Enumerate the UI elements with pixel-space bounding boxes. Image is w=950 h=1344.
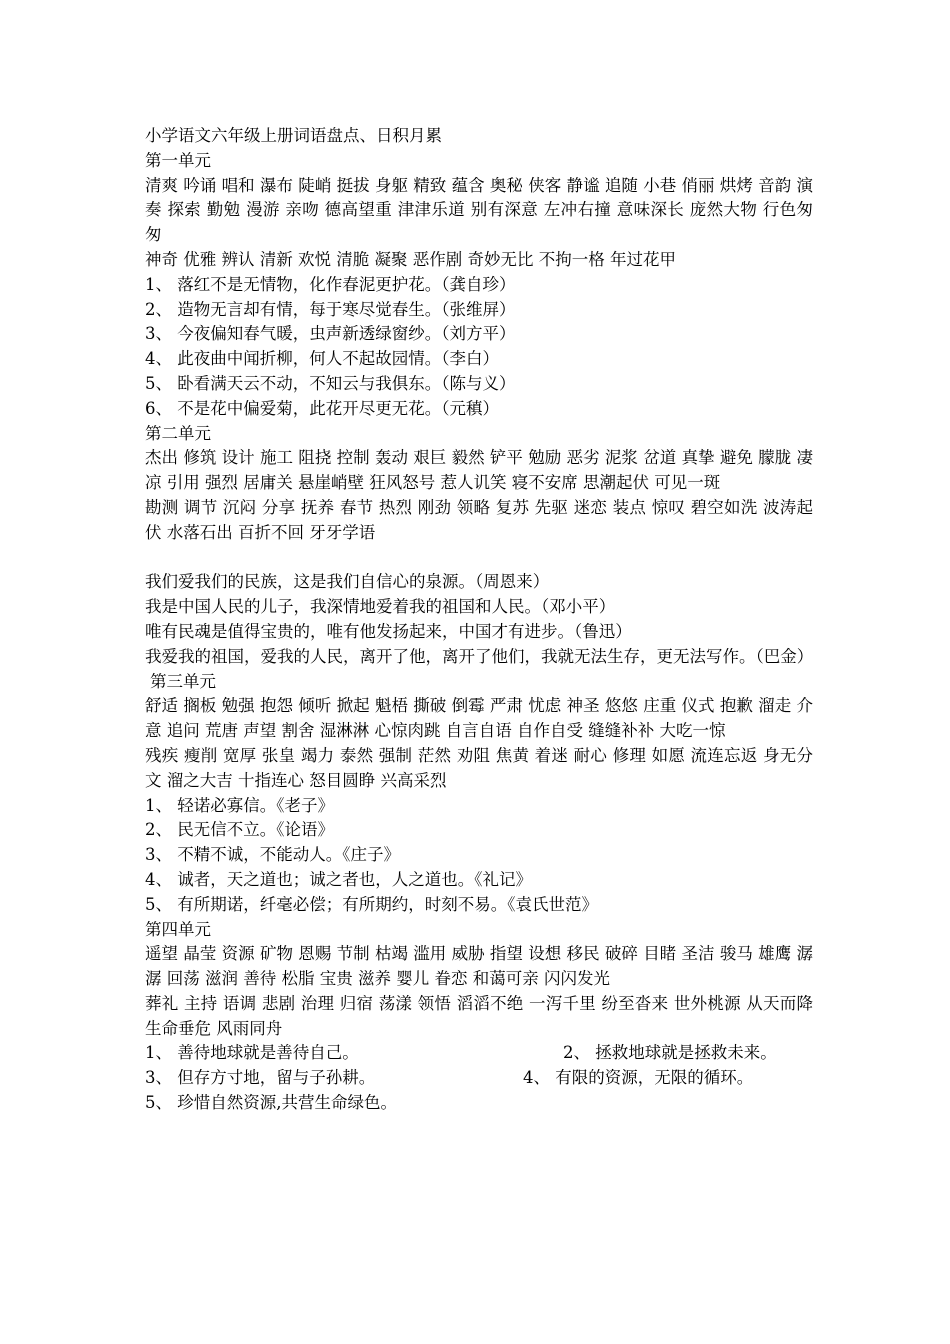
unit1-word-list-b: 神奇 优雅 辨认 清新 欢悦 清脆 凝聚 恶作剧 奇妙无比 不拘一格 年过花甲: [145, 249, 676, 269]
unit1-quote: 3、 今夜偏知春气暖，虫声新透绿窗纱。（刘方平）: [145, 324, 516, 344]
unit2-quote: 我是中国人民的儿子，我深情地爱着我的祖国和人民。（邓小平）: [145, 597, 616, 617]
unit2-quote: 唯有民魂是值得宝贵的，唯有他发扬起来，中国才有进步。（鲁迅）: [145, 621, 632, 641]
unit2-word-list-b: 勘测 调节 沉闷 分享 抚养 春节 热烈 刚劲 领略 复苏 先驱 迷恋 装点 惊叹 碧空如洗 波涛起伏 水落石出 百折不回 牙牙学语: [145, 497, 813, 542]
unit3-word-list-a: 舒适 搁板 勉强 抱怨 倾听 掀起 魁梧 撕破 倒霉 严肃 忧虑 神圣 悠悠 庄重 仪式 抱歉 溜走 介意 追问 荒唐 声望 割舍 湿淋淋 心惊肉跳 自言自语 自作自受 缝缝补补 大吃一惊: [145, 696, 813, 741]
unit4-quote-row: [145, 1041, 813, 1066]
unit4-heading: 第四单元: [145, 919, 211, 939]
unit4-quote: 2、 拯救地球就是拯救未来。: [563, 1043, 777, 1063]
unit4-word-list-b: 葬礼 主持 语调 悲剧 治理 归宿 荡漾 领悟 滔滔不绝 一泻千里 纷至沓来 世外桃源 从天而降 生命垂危 风雨同舟: [145, 993, 813, 1038]
unit4-quote-row: [145, 1066, 813, 1091]
unit2-quote: 我爱我的祖国，爱我的人民，离开了他，离开了他们，我就无法生存，更无法写作。（巴金）: [145, 646, 814, 666]
unit1-heading: 第一单元: [145, 150, 211, 170]
unit1-quote: 5、 卧看满天云不动，不知云与我俱东。（陈与义）: [145, 373, 516, 393]
unit3-quote: 3、 不精不诚，不能动人。《庄子》: [145, 845, 400, 865]
unit1-quote: 4、 此夜曲中闻折柳，何人不起故园情。（李白）: [145, 349, 499, 369]
unit1-quote: 1、 落红不是无情物，化作春泥更护花。（龚自珍）: [145, 274, 516, 294]
unit1-quote: 2、 造物无言却有情，每于寒尽觉春生。（张维屏）: [145, 299, 516, 319]
unit3-quote: 1、 轻诺必寡信。《老子》: [145, 795, 334, 815]
unit4-quote: 1、 善待地球就是善待自己。: [145, 1043, 359, 1063]
unit3-quote: 4、 诚者，天之道也；诚之者也，人之道也。《礼记》: [145, 869, 532, 889]
unit3-heading: 第三单元: [150, 671, 216, 691]
unit1-quote: 6、 不是花中偏爱菊，此花开尽更无花。（元稹）: [145, 398, 499, 418]
unit2-quote: 我们爱我们的民族，这是我们自信心的泉源。（周恩来）: [145, 572, 550, 592]
document-title: 小学语文六年级上册词语盘点、日积月累: [145, 126, 442, 145]
unit4-quote: 5、 珍惜自然资源,共营生命绿色。: [145, 1093, 397, 1113]
unit1-word-list-a: 清爽 吟诵 唱和 瀑布 陡峭 挺拔 身躯 精致 蕴含 奥秘 侠客 静谧 追随 小巷 俏丽 烘烤 音韵 演奏 探索 勤勉 漫游 亲吻 德高望重 津津乐道 别有深意 左冲右撞 意味深长 庞然大物 行色匆匆: [145, 175, 813, 245]
unit2-heading: 第二单元: [145, 423, 211, 443]
unit3-quote: 2、 民无信不立。《论语》: [145, 820, 334, 840]
unit3-word-list-b: 残疾 瘦削 宽厚 张皇 竭力 泰然 强制 茫然 劝阻 焦黄 着迷 耐心 修理 如愿 流连忘返 身无分文 溜之大吉 十指连心 怒目圆睁 兴高采烈: [145, 745, 813, 790]
unit4-word-list-a: 遥望 晶莹 资源 矿物 恩赐 节制 枯竭 滥用 威胁 指望 设想 移民 破碎 目睹 圣洁 骏马 雄鹰 潺潺 回荡 滋润 善待 松脂 宝贵 滋养 婴儿 眷恋 和蔼可亲 闪闪发光: [145, 944, 813, 989]
document-page: [145, 124, 813, 1116]
blank-line: [145, 546, 813, 571]
unit4-quote: 3、 但存方寸地，留与子孙耕。: [145, 1068, 376, 1088]
unit2-word-list-a: 杰出 修筑 设计 施工 阻挠 控制 轰动 艰巨 毅然 铲平 勉励 恶劣 泥浆 岔道 真挚 避免 朦胧 凄凉 引用 强烈 居庸关 悬崖峭壁 狂风怒号 惹人讥笑 寝不安席 思潮起伏 可见一斑: [145, 448, 813, 493]
unit3-quote: 5、 有所期诺，纤毫必偿；有所期约，时刻不易。《袁氏世范》: [145, 894, 598, 914]
unit4-quote: 4、 有限的资源，无限的循环。: [523, 1068, 754, 1088]
